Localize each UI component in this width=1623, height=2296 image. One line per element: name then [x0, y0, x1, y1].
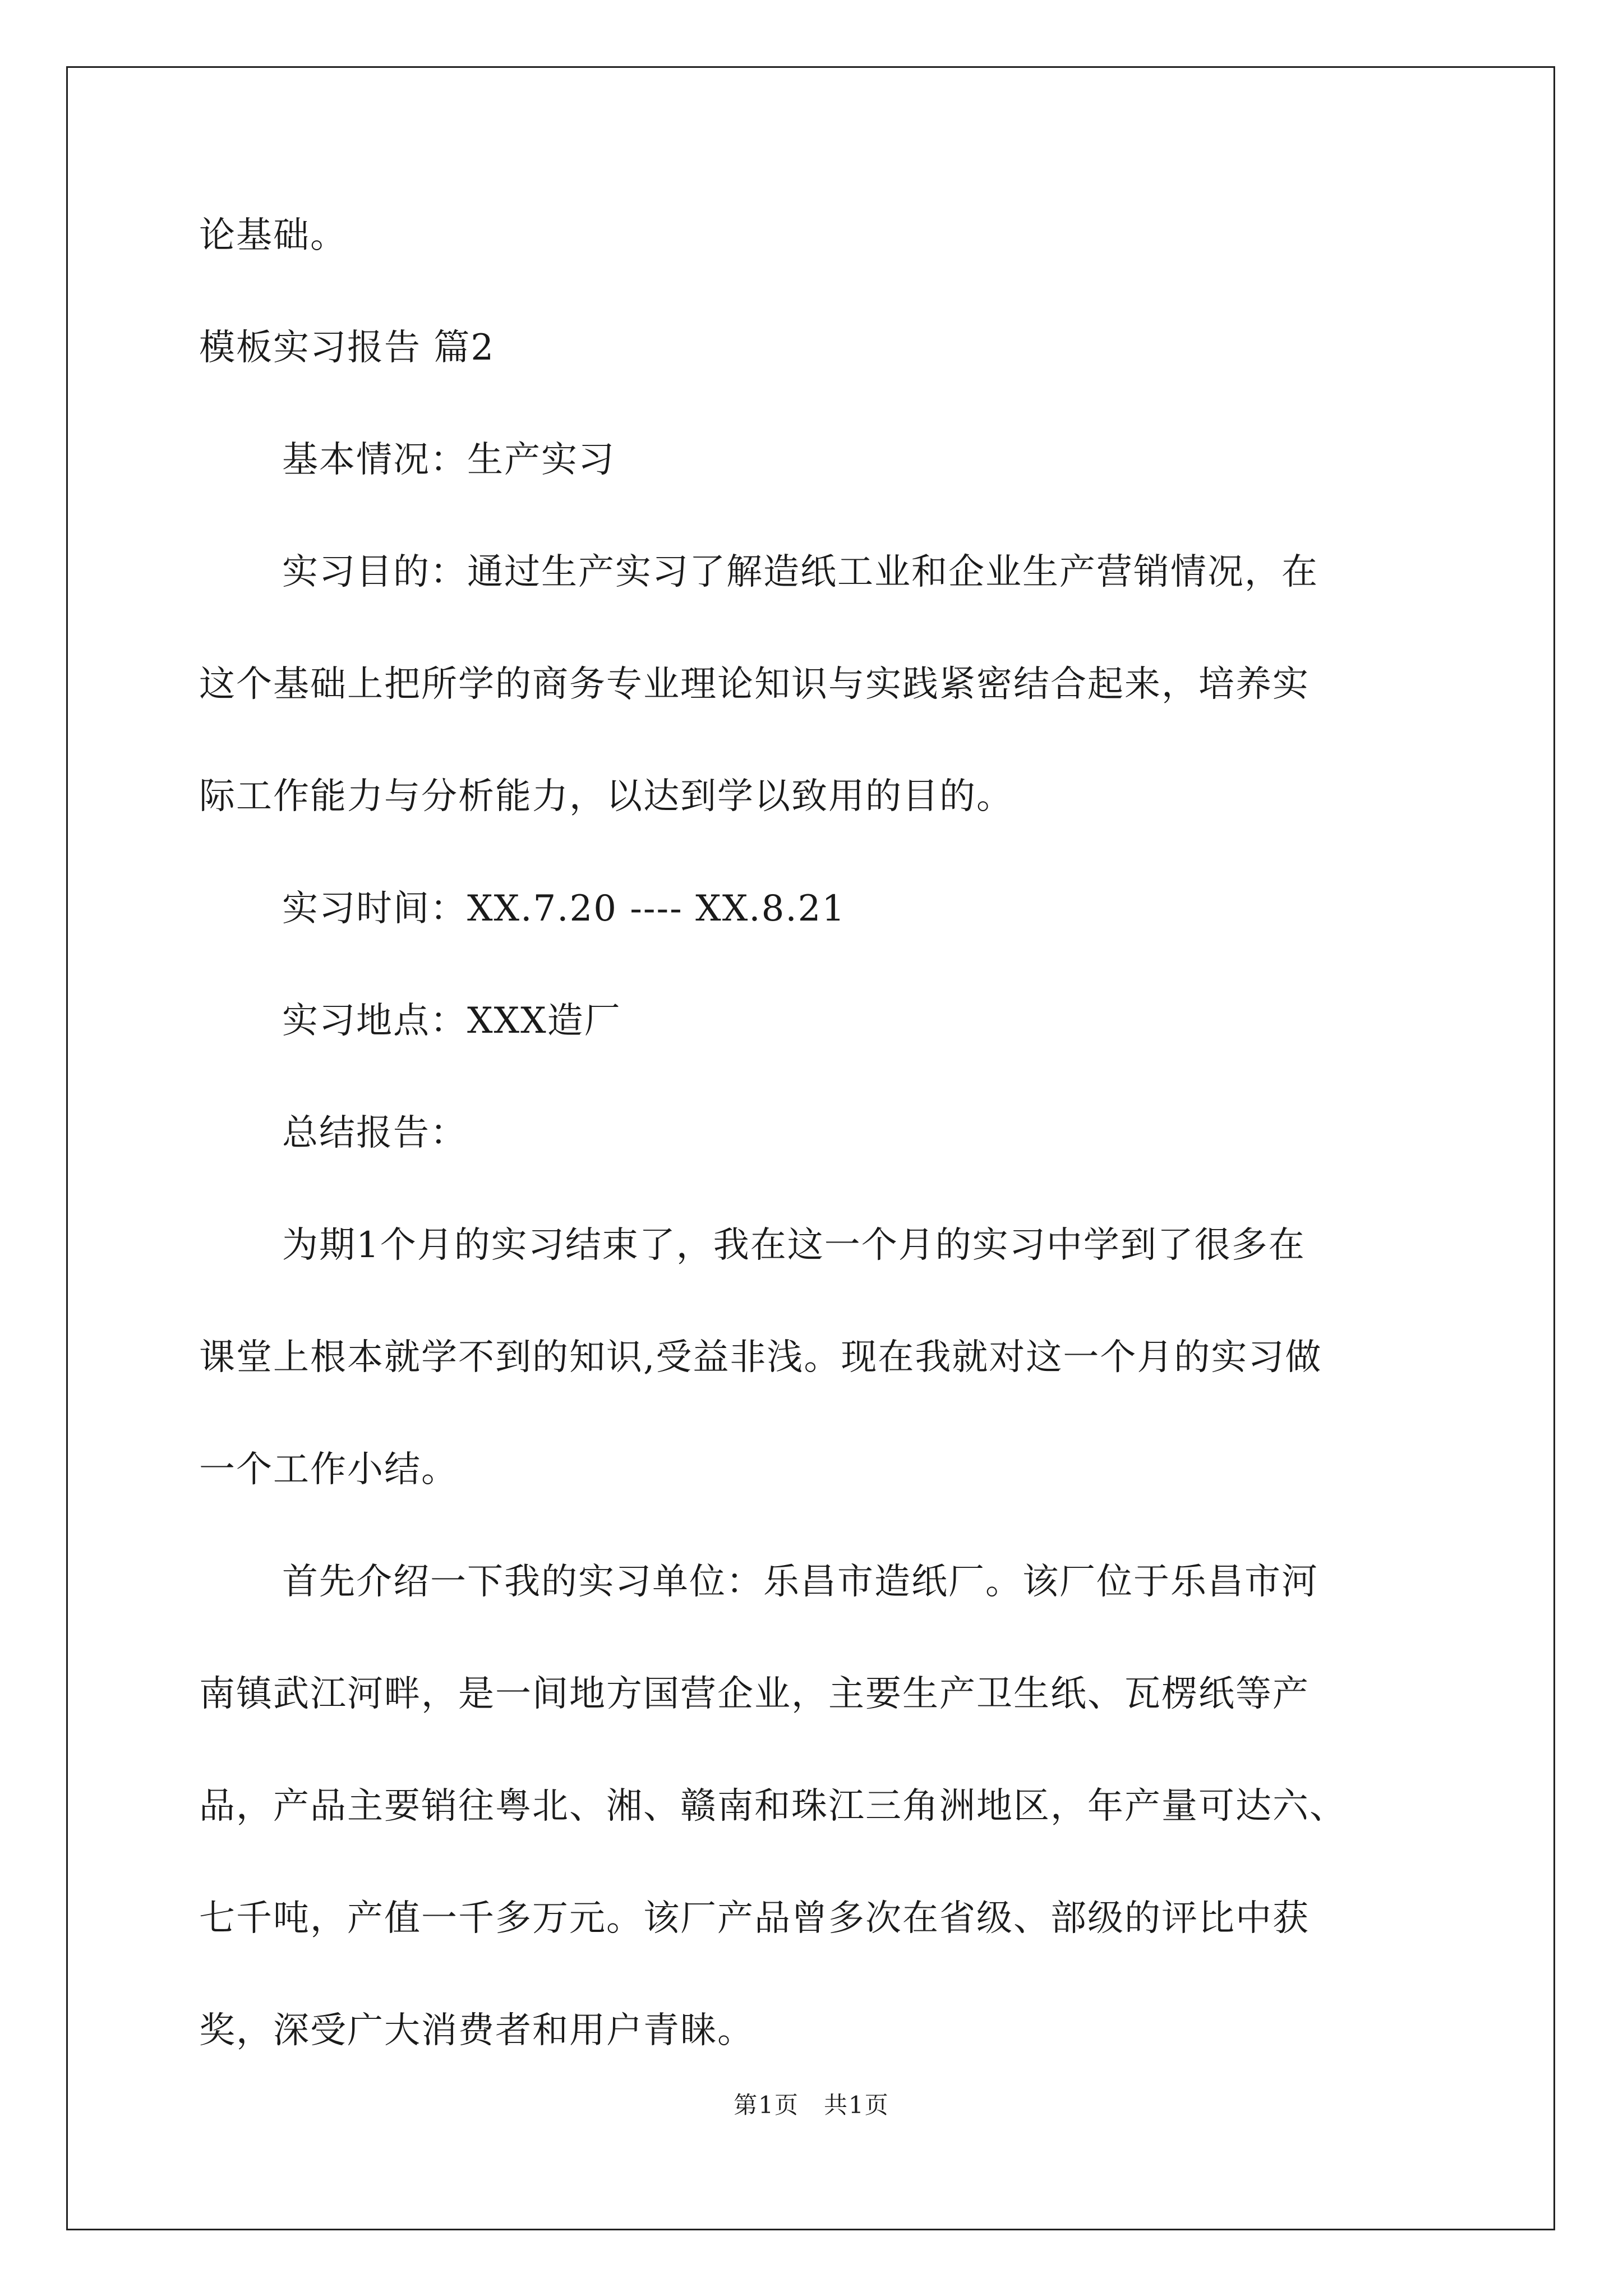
paragraph-line: 为期1个月的实习结束了，我在这一个月的实习中学到了很多在 [282, 1225, 1306, 1266]
paragraph-line: 这个基础上把所学的商务专业理论知识与实践紧密结合起来，培养实 [199, 664, 1310, 705]
paragraph-line: 际工作能力与分析能力，以达到学以致用的目的。 [199, 776, 1013, 817]
paragraph-line: 七千吨，产值一千多万元。该厂产品曾多次在省级、部级的评比中获 [199, 1898, 1310, 1939]
paragraph-line: 一个工作小结。 [199, 1449, 458, 1490]
paragraph-line: 课堂上根本就学不到的知识,受益非浅。现在我就对这一个月的实习做 [199, 1337, 1322, 1378]
paragraph-line: 奖，深受广大消费者和用户青睐。 [199, 2010, 754, 2051]
paragraph-line: 总结报告： [282, 1112, 467, 1154]
paragraph-line: 实习地点：XXX造厂 [282, 1000, 621, 1042]
page-footer: 第1页 共1页 [734, 2091, 889, 2119]
section-title: 模板实习报告 篇2 [199, 327, 495, 369]
paragraph-line: 实习目的：通过生产实习了解造纸工业和企业生产营销情况，在 [282, 551, 1318, 593]
paragraph-line: 论基础。 [199, 215, 347, 256]
paragraph-line: 品，产品主要销往粤北、湘、赣南和珠江三角洲地区，年产量可达六、 [199, 1786, 1347, 1827]
paragraph-line: 实习时间：XX.7.20 ---- XX.8.21 [282, 888, 846, 930]
paragraph-line: 基本情况：生产实习 [282, 439, 615, 481]
paragraph-line: 首先介绍一下我的实习单位：乐昌市造纸厂。该厂位于乐昌市河 [282, 1561, 1318, 1603]
paragraph-line: 南镇武江河畔，是一间地方国营企业，主要生产卫生纸、瓦楞纸等产 [199, 1673, 1310, 1715]
